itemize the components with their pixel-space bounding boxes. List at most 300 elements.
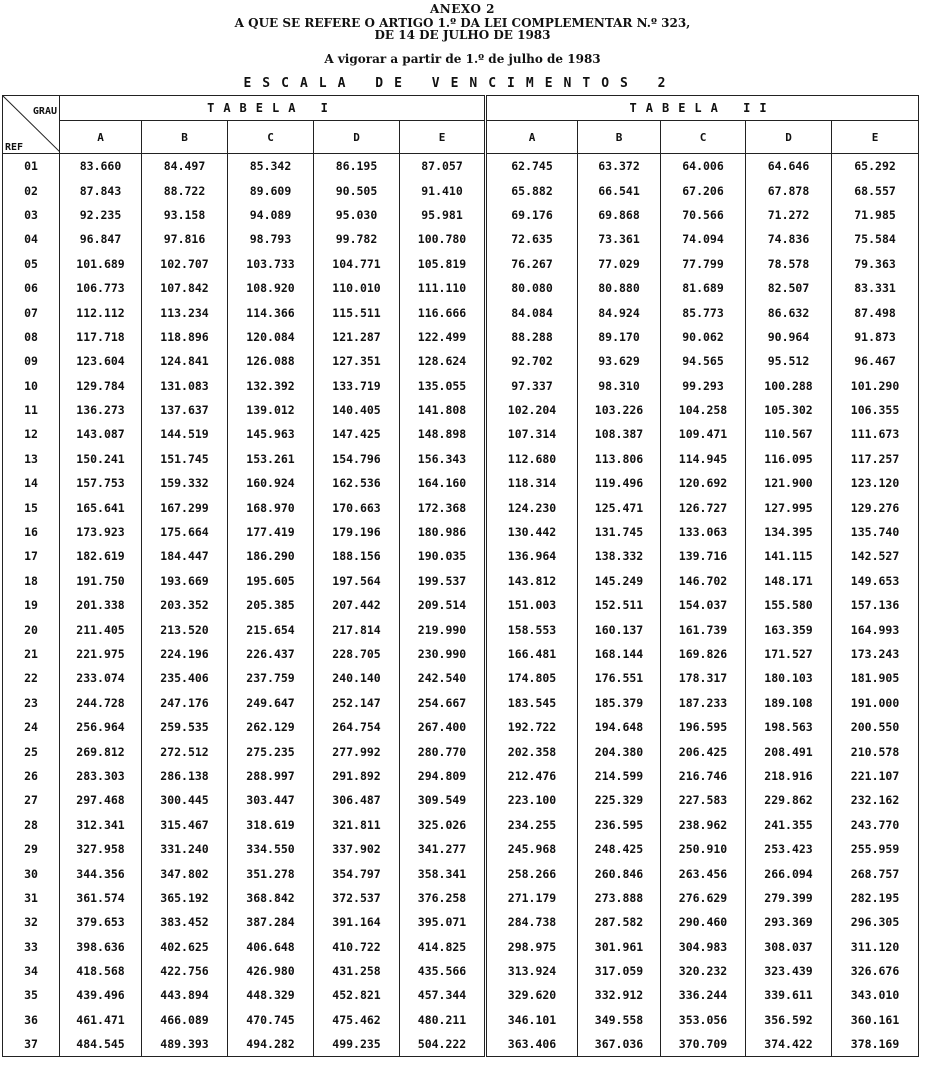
- value-cell: 250.910: [661, 837, 746, 861]
- ref-cell: 36: [3, 1008, 60, 1032]
- value-cell: 62.745: [486, 154, 578, 179]
- value-cell: 418.568: [60, 959, 142, 983]
- value-cell: 410.722: [314, 935, 400, 959]
- ref-cell: 25: [3, 739, 60, 763]
- value-cell: 242.540: [400, 666, 486, 690]
- value-cell: 102.204: [486, 398, 578, 422]
- value-cell: 109.471: [661, 422, 746, 446]
- table-row: [3, 983, 919, 1007]
- value-cell: 127.995: [746, 495, 832, 519]
- value-cell: 118.896: [142, 325, 228, 349]
- value-cell: 402.625: [142, 935, 228, 959]
- value-cell: 114.945: [661, 447, 746, 471]
- value-cell: 120.692: [661, 471, 746, 495]
- value-cell: 166.481: [486, 642, 578, 666]
- value-cell: 264.754: [314, 715, 400, 739]
- value-cell: 300.445: [142, 788, 228, 812]
- value-cell: 202.358: [486, 739, 578, 763]
- value-cell: 80.880: [578, 276, 661, 300]
- value-cell: 230.990: [400, 642, 486, 666]
- value-cell: 127.351: [314, 349, 400, 373]
- value-cell: 74.094: [661, 227, 746, 251]
- value-cell: 336.244: [661, 983, 746, 1007]
- value-cell: 269.812: [60, 739, 142, 763]
- value-cell: 85.342: [228, 154, 314, 179]
- value-cell: 318.619: [228, 813, 314, 837]
- value-cell: 406.648: [228, 935, 314, 959]
- table-row: [3, 544, 919, 568]
- value-cell: 160.924: [228, 471, 314, 495]
- value-cell: 123.604: [60, 349, 142, 373]
- ref-cell: 18: [3, 569, 60, 593]
- ref-cell: 16: [3, 520, 60, 544]
- value-cell: 183.545: [486, 691, 578, 715]
- value-cell: 470.745: [228, 1008, 314, 1032]
- ref-cell: 15: [3, 495, 60, 519]
- value-cell: 320.232: [661, 959, 746, 983]
- value-cell: 349.558: [578, 1008, 661, 1032]
- value-cell: 245.968: [486, 837, 578, 861]
- value-cell: 290.460: [661, 910, 746, 934]
- ref-cell: 06: [3, 276, 60, 300]
- value-cell: 153.261: [228, 447, 314, 471]
- value-cell: 70.566: [661, 203, 746, 227]
- value-cell: 195.605: [228, 569, 314, 593]
- value-cell: 106.773: [60, 276, 142, 300]
- value-cell: 353.056: [661, 1008, 746, 1032]
- ref-cell: 26: [3, 764, 60, 788]
- value-cell: 128.624: [400, 349, 486, 373]
- value-cell: 452.821: [314, 983, 400, 1007]
- value-cell: 189.108: [746, 691, 832, 715]
- ref-cell: 37: [3, 1032, 60, 1057]
- value-cell: 99.782: [314, 227, 400, 251]
- value-cell: 332.912: [578, 983, 661, 1007]
- value-cell: 67.206: [661, 178, 746, 202]
- value-cell: 387.284: [228, 910, 314, 934]
- value-cell: 116.666: [400, 300, 486, 324]
- grau-label: GRAU: [32, 106, 57, 117]
- ref-cell: 01: [3, 154, 60, 179]
- value-cell: 102.707: [142, 252, 228, 276]
- value-cell: 169.826: [661, 642, 746, 666]
- value-cell: 104.258: [661, 398, 746, 422]
- ref-cell: 09: [3, 349, 60, 373]
- ref-label: REF: [5, 142, 24, 153]
- value-cell: 143.812: [486, 569, 578, 593]
- tabela-i-column-3: D: [314, 121, 400, 154]
- value-cell: 141.808: [400, 398, 486, 422]
- value-cell: 363.406: [486, 1032, 578, 1057]
- table-row: [3, 1032, 919, 1057]
- value-cell: 94.565: [661, 349, 746, 373]
- value-cell: 133.719: [314, 374, 400, 398]
- value-cell: 104.771: [314, 252, 400, 276]
- value-cell: 288.997: [228, 764, 314, 788]
- ref-cell: 11: [3, 398, 60, 422]
- value-cell: 107.842: [142, 276, 228, 300]
- value-cell: 181.905: [832, 666, 919, 690]
- value-cell: 116.095: [746, 447, 832, 471]
- value-cell: 426.980: [228, 959, 314, 983]
- value-cell: 107.314: [486, 422, 578, 446]
- table-row: [3, 861, 919, 885]
- value-cell: 112.112: [60, 300, 142, 324]
- value-cell: 236.595: [578, 813, 661, 837]
- value-cell: 71.272: [746, 203, 832, 227]
- value-cell: 275.235: [228, 739, 314, 763]
- value-cell: 92.702: [486, 349, 578, 373]
- tabela-ii-column-0: A: [486, 121, 578, 154]
- effective-date: A vigorar a partir de 1.º de julho de 1983: [324, 52, 601, 66]
- value-cell: 145.249: [578, 569, 661, 593]
- table-row: [3, 691, 919, 715]
- value-cell: 294.809: [400, 764, 486, 788]
- value-cell: 155.580: [746, 593, 832, 617]
- value-cell: 95.981: [400, 203, 486, 227]
- value-cell: 395.071: [400, 910, 486, 934]
- value-cell: 121.900: [746, 471, 832, 495]
- table-row: [3, 495, 919, 519]
- value-cell: 344.356: [60, 861, 142, 885]
- value-cell: 260.846: [578, 861, 661, 885]
- value-cell: 151.745: [142, 447, 228, 471]
- value-cell: 158.553: [486, 617, 578, 641]
- value-cell: 144.519: [142, 422, 228, 446]
- value-cell: 378.169: [832, 1032, 919, 1057]
- value-cell: 326.676: [832, 959, 919, 983]
- table-row: [3, 617, 919, 641]
- value-cell: 161.739: [661, 617, 746, 641]
- value-cell: 94.089: [228, 203, 314, 227]
- value-cell: 221.107: [832, 764, 919, 788]
- value-cell: 253.423: [746, 837, 832, 861]
- value-cell: 317.059: [578, 959, 661, 983]
- table-row: [3, 349, 919, 373]
- value-cell: 372.537: [314, 886, 400, 910]
- value-cell: 238.962: [661, 813, 746, 837]
- value-cell: 208.491: [746, 739, 832, 763]
- value-cell: 229.862: [746, 788, 832, 812]
- table-row: [3, 886, 919, 910]
- value-cell: 489.393: [142, 1032, 228, 1057]
- value-cell: 139.716: [661, 544, 746, 568]
- value-cell: 101.290: [832, 374, 919, 398]
- value-cell: 247.176: [142, 691, 228, 715]
- tabela-i-column-2: C: [228, 121, 314, 154]
- value-cell: 168.970: [228, 495, 314, 519]
- table-row: [3, 788, 919, 812]
- value-cell: 194.648: [578, 715, 661, 739]
- value-cell: 219.990: [400, 617, 486, 641]
- ref-cell: 10: [3, 374, 60, 398]
- value-cell: 178.317: [661, 666, 746, 690]
- value-cell: 89.609: [228, 178, 314, 202]
- value-cell: 147.425: [314, 422, 400, 446]
- value-cell: 77.029: [578, 252, 661, 276]
- value-cell: 157.753: [60, 471, 142, 495]
- value-cell: 255.959: [832, 837, 919, 861]
- value-cell: 376.258: [400, 886, 486, 910]
- value-cell: 171.527: [746, 642, 832, 666]
- value-cell: 117.718: [60, 325, 142, 349]
- value-cell: 180.103: [746, 666, 832, 690]
- value-cell: 248.425: [578, 837, 661, 861]
- value-cell: 136.964: [486, 544, 578, 568]
- value-cell: 123.120: [832, 471, 919, 495]
- value-cell: 217.814: [314, 617, 400, 641]
- value-cell: 185.379: [578, 691, 661, 715]
- ref-cell: 03: [3, 203, 60, 227]
- value-cell: 113.806: [578, 447, 661, 471]
- tabela-ii-column-4: E: [832, 121, 919, 154]
- value-cell: 256.964: [60, 715, 142, 739]
- ref-cell: 07: [3, 300, 60, 324]
- value-cell: 84.084: [486, 300, 578, 324]
- value-cell: 233.074: [60, 666, 142, 690]
- value-cell: 154.796: [314, 447, 400, 471]
- value-cell: 165.641: [60, 495, 142, 519]
- tabela-i-column-1: B: [142, 121, 228, 154]
- annex-title: ANEXO 2: [429, 2, 495, 16]
- value-cell: 484.545: [60, 1032, 142, 1057]
- value-cell: 106.355: [832, 398, 919, 422]
- ref-cell: 32: [3, 910, 60, 934]
- value-cell: 448.329: [228, 983, 314, 1007]
- value-cell: 180.986: [400, 520, 486, 544]
- value-cell: 95.030: [314, 203, 400, 227]
- value-cell: 85.773: [661, 300, 746, 324]
- value-cell: 391.164: [314, 910, 400, 934]
- value-cell: 356.592: [746, 1008, 832, 1032]
- value-cell: 308.037: [746, 935, 832, 959]
- value-cell: 216.746: [661, 764, 746, 788]
- table-row: [3, 520, 919, 544]
- value-cell: 77.799: [661, 252, 746, 276]
- value-cell: 227.583: [661, 788, 746, 812]
- value-cell: 351.278: [228, 861, 314, 885]
- value-cell: 214.599: [578, 764, 661, 788]
- value-cell: 323.439: [746, 959, 832, 983]
- value-cell: 75.584: [832, 227, 919, 251]
- value-cell: 205.385: [228, 593, 314, 617]
- value-cell: 130.442: [486, 520, 578, 544]
- value-cell: 201.338: [60, 593, 142, 617]
- table-row: [3, 1008, 919, 1032]
- value-cell: 113.234: [142, 300, 228, 324]
- value-cell: 207.442: [314, 593, 400, 617]
- value-cell: 259.535: [142, 715, 228, 739]
- value-cell: 100.780: [400, 227, 486, 251]
- value-cell: 81.689: [661, 276, 746, 300]
- value-cell: 117.257: [832, 447, 919, 471]
- value-cell: 266.094: [746, 861, 832, 885]
- ref-cell: 30: [3, 861, 60, 885]
- value-cell: 114.366: [228, 300, 314, 324]
- value-cell: 108.387: [578, 422, 661, 446]
- ref-cell: 13: [3, 447, 60, 471]
- value-cell: 168.144: [578, 642, 661, 666]
- value-cell: 193.669: [142, 569, 228, 593]
- value-cell: 139.012: [228, 398, 314, 422]
- ref-cell: 14: [3, 471, 60, 495]
- value-cell: 337.902: [314, 837, 400, 861]
- value-cell: 97.816: [142, 227, 228, 251]
- corner-cell: [3, 96, 60, 154]
- table-row: [3, 593, 919, 617]
- value-cell: 148.171: [746, 569, 832, 593]
- value-cell: 267.400: [400, 715, 486, 739]
- value-cell: 291.892: [314, 764, 400, 788]
- value-cell: 98.793: [228, 227, 314, 251]
- value-cell: 92.235: [60, 203, 142, 227]
- value-cell: 203.352: [142, 593, 228, 617]
- value-cell: 63.372: [578, 154, 661, 179]
- value-cell: 119.496: [578, 471, 661, 495]
- value-cell: 494.282: [228, 1032, 314, 1057]
- table-row: [3, 252, 919, 276]
- value-cell: 146.702: [661, 569, 746, 593]
- value-cell: 244.728: [60, 691, 142, 715]
- value-cell: 466.089: [142, 1008, 228, 1032]
- value-cell: 480.211: [400, 1008, 486, 1032]
- value-cell: 80.080: [486, 276, 578, 300]
- value-cell: 125.471: [578, 495, 661, 519]
- table-row: [3, 910, 919, 934]
- value-cell: 138.332: [578, 544, 661, 568]
- value-cell: 71.985: [832, 203, 919, 227]
- value-cell: 293.369: [746, 910, 832, 934]
- ref-cell: 21: [3, 642, 60, 666]
- value-cell: 199.537: [400, 569, 486, 593]
- value-cell: 174.805: [486, 666, 578, 690]
- value-cell: 87.843: [60, 178, 142, 202]
- value-cell: 145.963: [228, 422, 314, 446]
- value-cell: 121.287: [314, 325, 400, 349]
- value-cell: 95.512: [746, 349, 832, 373]
- value-cell: 368.842: [228, 886, 314, 910]
- table-row: [3, 666, 919, 690]
- value-cell: 272.512: [142, 739, 228, 763]
- value-cell: 431.258: [314, 959, 400, 983]
- value-cell: 204.380: [578, 739, 661, 763]
- table-row: [3, 642, 919, 666]
- value-cell: 422.756: [142, 959, 228, 983]
- value-cell: 110.567: [746, 422, 832, 446]
- value-cell: 327.958: [60, 837, 142, 861]
- value-cell: 175.664: [142, 520, 228, 544]
- table-row: [3, 276, 919, 300]
- value-cell: 160.137: [578, 617, 661, 641]
- value-cell: 163.359: [746, 617, 832, 641]
- value-cell: 301.961: [578, 935, 661, 959]
- table-row: [3, 178, 919, 202]
- value-cell: 262.129: [228, 715, 314, 739]
- value-cell: 111.110: [400, 276, 486, 300]
- value-cell: 315.467: [142, 813, 228, 837]
- value-cell: 137.637: [142, 398, 228, 422]
- value-cell: 321.811: [314, 813, 400, 837]
- tabela-ii-column-1: B: [578, 121, 661, 154]
- tabela-i-column-0: A: [60, 121, 142, 154]
- value-cell: 164.993: [832, 617, 919, 641]
- ref-cell: 35: [3, 983, 60, 1007]
- table-row: [3, 739, 919, 763]
- value-cell: 215.654: [228, 617, 314, 641]
- value-cell: 414.825: [400, 935, 486, 959]
- value-cell: 177.419: [228, 520, 314, 544]
- value-cell: 101.689: [60, 252, 142, 276]
- value-cell: 74.836: [746, 227, 832, 251]
- value-cell: 206.425: [661, 739, 746, 763]
- value-cell: 241.355: [746, 813, 832, 837]
- value-cell: 504.222: [400, 1032, 486, 1057]
- value-cell: 83.331: [832, 276, 919, 300]
- value-cell: 279.399: [746, 886, 832, 910]
- value-cell: 84.497: [142, 154, 228, 179]
- value-cell: 132.392: [228, 374, 314, 398]
- value-cell: 126.727: [661, 495, 746, 519]
- value-cell: 360.161: [832, 1008, 919, 1032]
- ref-cell: 08: [3, 325, 60, 349]
- value-cell: 311.120: [832, 935, 919, 959]
- value-cell: 200.550: [832, 715, 919, 739]
- value-cell: 118.314: [486, 471, 578, 495]
- value-cell: 82.507: [746, 276, 832, 300]
- value-cell: 358.341: [400, 861, 486, 885]
- value-cell: 91.410: [400, 178, 486, 202]
- table-row: [3, 935, 919, 959]
- value-cell: 184.447: [142, 544, 228, 568]
- value-cell: 191.750: [60, 569, 142, 593]
- value-cell: 331.240: [142, 837, 228, 861]
- law-reference-line-1: A QUE SE REFERE O ARTIGO 1.º DA LEI COMPLEMENTAR N.º 323,: [234, 16, 691, 30]
- value-cell: 136.273: [60, 398, 142, 422]
- salary-table: [2, 95, 919, 1057]
- table-row: [3, 471, 919, 495]
- value-cell: 286.138: [142, 764, 228, 788]
- value-cell: 329.620: [486, 983, 578, 1007]
- value-cell: 103.733: [228, 252, 314, 276]
- ref-cell: 34: [3, 959, 60, 983]
- value-cell: 325.026: [400, 813, 486, 837]
- value-cell: 346.101: [486, 1008, 578, 1032]
- value-cell: 96.847: [60, 227, 142, 251]
- value-cell: 65.882: [486, 178, 578, 202]
- value-cell: 83.660: [60, 154, 142, 179]
- value-cell: 172.368: [400, 495, 486, 519]
- value-cell: 112.680: [486, 447, 578, 471]
- value-cell: 361.574: [60, 886, 142, 910]
- value-cell: 64.646: [746, 154, 832, 179]
- value-cell: 129.276: [832, 495, 919, 519]
- table-row: [3, 813, 919, 837]
- ref-cell: 28: [3, 813, 60, 837]
- value-cell: 88.288: [486, 325, 578, 349]
- value-cell: 283.303: [60, 764, 142, 788]
- value-cell: 296.305: [832, 910, 919, 934]
- value-cell: 120.084: [228, 325, 314, 349]
- value-cell: 188.156: [314, 544, 400, 568]
- value-cell: 142.527: [832, 544, 919, 568]
- value-cell: 86.632: [746, 300, 832, 324]
- value-cell: 197.564: [314, 569, 400, 593]
- value-cell: 93.158: [142, 203, 228, 227]
- value-cell: 198.563: [746, 715, 832, 739]
- value-cell: 461.471: [60, 1008, 142, 1032]
- value-cell: 66.541: [578, 178, 661, 202]
- value-cell: 212.476: [486, 764, 578, 788]
